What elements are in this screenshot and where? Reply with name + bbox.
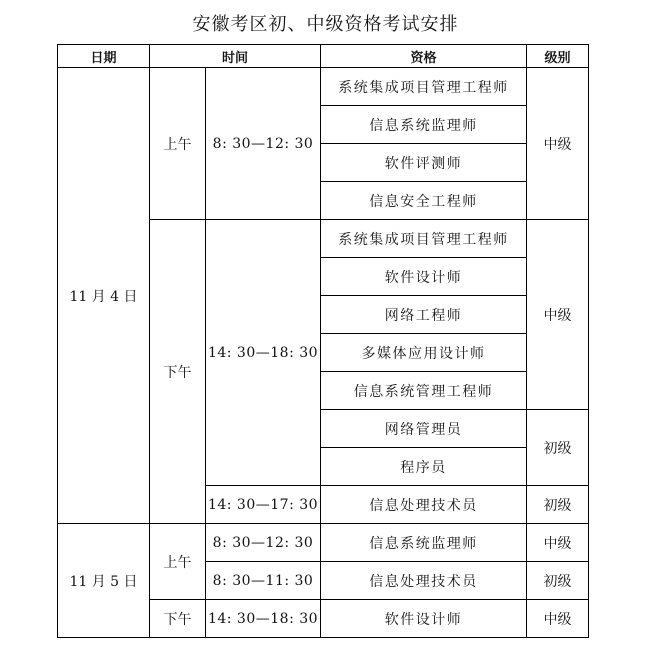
period-day2-am: 上午 <box>150 524 206 600</box>
qualification-cell: 信息处理技术员 <box>321 486 527 524</box>
time-day2-am2: 8: 30—11: 30 <box>206 562 321 600</box>
table-row <box>58 68 589 106</box>
time-day1-am: 8: 30—12: 30 <box>206 68 321 220</box>
qualification-cell: 系统集成项目管理工程师 <box>321 68 527 106</box>
qualification-cell: 信息处理技术员 <box>321 562 527 600</box>
header-qualification: 资格 <box>321 45 527 68</box>
qualification-cell: 信息系统监理师 <box>321 524 527 562</box>
time-day2-am1: 8: 30—12: 30 <box>206 524 321 562</box>
qualification-cell: 信息安全工程师 <box>321 182 527 220</box>
level-day1-pm-mid: 中级 <box>527 220 589 410</box>
qualification-cell: 网络管理员 <box>321 410 527 448</box>
period-day1-am: 上午 <box>150 68 206 220</box>
time-day2-pm: 14: 30—18: 30 <box>206 600 321 638</box>
level-day1-pm-short: 初级 <box>527 486 589 524</box>
qualification-cell: 软件设计师 <box>321 600 527 638</box>
time-day1-pm: 14: 30—18: 30 <box>206 220 321 486</box>
qualification-cell: 程序员 <box>321 448 527 486</box>
header-level: 级别 <box>527 45 589 68</box>
level-day2-pm: 中级 <box>527 600 589 638</box>
period-day2-pm: 下午 <box>150 600 206 638</box>
page-title: 安徽考区初、中级资格考试安排 <box>192 14 459 35</box>
qualification-cell: 软件评测师 <box>321 144 527 182</box>
qualification-cell: 系统集成项目管理工程师 <box>321 220 527 258</box>
qualification-cell: 网络工程师 <box>321 296 527 334</box>
qualification-cell: 信息系统监理师 <box>321 106 527 144</box>
date-day1: 11 月 4 日 <box>58 68 150 524</box>
level-day2-am1: 中级 <box>527 524 589 562</box>
header-date: 日期 <box>58 45 150 68</box>
date-day2: 11 月 5 日 <box>58 524 150 638</box>
level-day1-pm-junior: 初级 <box>527 410 589 486</box>
qualification-cell: 软件设计师 <box>321 258 527 296</box>
period-day1-pm: 下午 <box>150 220 206 524</box>
qualification-cell: 多媒体应用设计师 <box>321 334 527 372</box>
exam-schedule-table <box>57 44 589 638</box>
level-day2-am2: 初级 <box>527 562 589 600</box>
table-row <box>58 524 589 562</box>
qualification-cell: 信息系统管理工程师 <box>321 372 527 410</box>
header-time: 时间 <box>150 45 321 68</box>
level-day1-am: 中级 <box>527 68 589 220</box>
time-day1-pm-short: 14: 30—17: 30 <box>206 486 321 524</box>
